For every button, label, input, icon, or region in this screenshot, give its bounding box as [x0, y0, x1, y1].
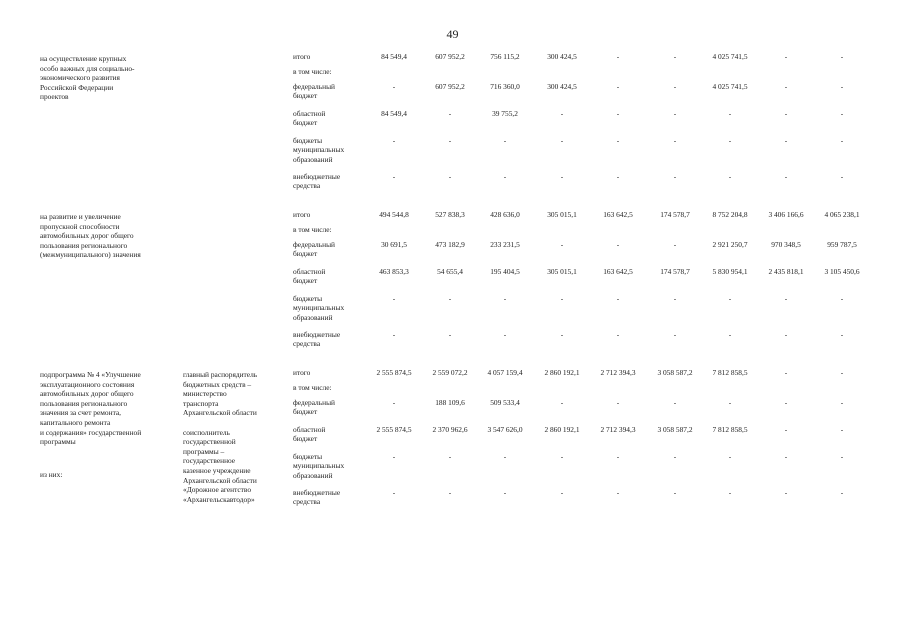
value-cell: -	[560, 136, 564, 145]
value-cell: -	[560, 488, 564, 497]
value-cell: -	[616, 398, 620, 407]
value-cell: -	[673, 52, 677, 61]
value-cell: 5 830 954,1	[712, 267, 748, 276]
value-cell: 2 555 874,5	[376, 425, 412, 434]
value-cell: 2 921 250,7	[712, 240, 748, 249]
funding-row	[0, 267, 905, 289]
value-cell: 84 549,4	[381, 109, 407, 118]
funding-row	[0, 425, 905, 447]
value-cell: -	[784, 452, 788, 461]
value-cell: -	[616, 294, 620, 303]
value-cell: -	[673, 294, 677, 303]
value-cell: 716 360,0	[490, 82, 520, 91]
value-cell: 4 025 741,5	[712, 52, 748, 61]
value-cell: -	[616, 452, 620, 461]
funding-source: внебюджетные средства	[293, 330, 341, 349]
value-cell: -	[728, 452, 732, 461]
value-cell: -	[392, 172, 396, 181]
funding-source: бюджеты муниципальных образований	[293, 136, 345, 164]
value-cell: -	[503, 488, 507, 497]
value-cell: -	[616, 240, 620, 249]
block-description: на осуществление крупных особо важных для социально- экономического развития Российской Федерации проектов	[40, 54, 135, 102]
value-cell: -	[560, 240, 564, 249]
block-description: на развитие и увеличение пропускной способности автомобильных дорог общего пользования регионального (межмуниципального) значения	[40, 212, 141, 260]
value-cell: -	[784, 488, 788, 497]
value-cell: 8 752 204,8	[712, 210, 748, 219]
value-cell: -	[728, 109, 732, 118]
value-cell: -	[616, 82, 620, 91]
value-cell: -	[616, 109, 620, 118]
value-cell: -	[392, 294, 396, 303]
value-cell: 3 058 587,2	[657, 425, 693, 434]
funding-source: итого	[293, 210, 311, 219]
value-cell: 959 787,5	[827, 240, 857, 249]
value-cell: -	[560, 330, 564, 339]
value-cell: 970 348,5	[771, 240, 801, 249]
value-cell: -	[673, 330, 677, 339]
value-cell: -	[560, 109, 564, 118]
value-cell: -	[448, 294, 452, 303]
value-cell: 195 404,5	[490, 267, 520, 276]
value-cell: -	[840, 52, 844, 61]
value-cell: 163 642,5	[603, 267, 633, 276]
value-cell: 300 424,5	[547, 82, 577, 91]
value-cell: 7 812 858,5	[712, 425, 748, 434]
funding-source: итого	[293, 52, 311, 61]
funding-row	[0, 136, 905, 164]
value-cell: 2 435 818,1	[768, 267, 804, 276]
value-cell: -	[392, 452, 396, 461]
value-cell: -	[673, 109, 677, 118]
funding-row	[0, 109, 905, 131]
funding-source: федеральный бюджет	[293, 398, 335, 417]
value-cell: -	[392, 330, 396, 339]
value-cell: 509 533,4	[490, 398, 520, 407]
value-cell: -	[784, 109, 788, 118]
value-cell: 2 860 192,1	[544, 368, 580, 377]
value-cell: -	[560, 294, 564, 303]
value-cell: -	[840, 136, 844, 145]
value-cell: -	[840, 398, 844, 407]
value-cell: -	[392, 398, 396, 407]
value-cell: -	[673, 172, 677, 181]
funding-source: федеральный бюджет	[293, 240, 335, 259]
value-cell: 428 636,0	[490, 210, 520, 219]
funding-source: областной бюджет	[293, 267, 326, 286]
value-cell: 300 424,5	[547, 52, 577, 61]
value-cell: 2 559 072,2	[432, 368, 468, 377]
value-cell: -	[840, 109, 844, 118]
value-cell: -	[616, 136, 620, 145]
funding-source: внебюджетные средства	[293, 172, 341, 191]
funding-source: бюджеты муниципальных образований	[293, 294, 345, 322]
funding-source: федеральный бюджет	[293, 82, 335, 101]
value-cell: 7 812 858,5	[712, 368, 748, 377]
value-cell: 3 406 166,6	[768, 210, 804, 219]
value-cell: -	[784, 330, 788, 339]
value-cell: 188 109,6	[435, 398, 465, 407]
value-cell: -	[673, 240, 677, 249]
value-cell: 527 838,3	[435, 210, 465, 219]
value-cell: -	[392, 82, 396, 91]
funding-source: итого	[293, 368, 311, 377]
value-cell: 163 642,5	[603, 210, 633, 219]
funding-source: бюджеты муниципальных образований	[293, 452, 345, 480]
value-cell: 174 578,7	[660, 267, 690, 276]
value-cell: -	[560, 398, 564, 407]
value-cell: -	[840, 368, 844, 377]
funding-row	[0, 240, 905, 262]
value-cell: -	[673, 82, 677, 91]
value-cell: -	[616, 330, 620, 339]
value-cell: -	[784, 82, 788, 91]
value-cell: -	[560, 452, 564, 461]
value-cell: -	[728, 398, 732, 407]
value-cell: -	[448, 330, 452, 339]
value-cell: -	[448, 172, 452, 181]
value-cell: 305 015,1	[547, 210, 577, 219]
funding-source: в том числе:	[293, 67, 332, 76]
value-cell: 3 105 450,6	[824, 267, 860, 276]
value-cell: 4 065 238,1	[824, 210, 860, 219]
funding-source: в том числе:	[293, 225, 332, 234]
value-cell: -	[392, 488, 396, 497]
value-cell: 174 578,7	[660, 210, 690, 219]
block-description: подпрограмма № 4 «Улучшение эксплуатационного состояния автомобильных дорог общего пользования регионального значения за счет ремонта, капитального ремонта и содержания» государственной программы	[40, 370, 142, 447]
value-cell: -	[673, 136, 677, 145]
value-cell: 494 544,8	[379, 210, 409, 219]
funding-row	[0, 488, 905, 510]
value-cell: -	[840, 425, 844, 434]
value-cell: 2 370 962,6	[432, 425, 468, 434]
value-cell: -	[728, 136, 732, 145]
value-cell: 756 115,2	[490, 52, 520, 61]
value-cell: 39 755,2	[492, 109, 518, 118]
value-cell: -	[503, 172, 507, 181]
value-cell: 84 549,4	[381, 52, 407, 61]
responsible-executor: главный распорядитель бюджетных средств – министерство транспорта Архангельской области соисполнитель государственной программы – государственное казенное учреждение Архангельской области «Дорожное агентство «Архангельскавтодор»	[183, 370, 258, 504]
value-cell: -	[503, 452, 507, 461]
value-cell: 4 025 741,5	[712, 82, 748, 91]
value-cell: -	[840, 294, 844, 303]
value-cell: -	[503, 136, 507, 145]
value-cell: -	[784, 294, 788, 303]
value-cell: -	[616, 172, 620, 181]
value-cell: -	[784, 136, 788, 145]
value-cell: -	[560, 172, 564, 181]
value-cell: -	[784, 368, 788, 377]
value-cell: 473 182,9	[435, 240, 465, 249]
value-cell: -	[448, 136, 452, 145]
value-cell: -	[673, 488, 677, 497]
value-cell: 607 952,2	[435, 52, 465, 61]
funding-source: в том числе:	[293, 383, 332, 392]
value-cell: -	[840, 82, 844, 91]
value-cell: -	[448, 452, 452, 461]
value-cell: 3 058 587,2	[657, 368, 693, 377]
value-cell: -	[784, 52, 788, 61]
value-cell: 54 655,4	[437, 267, 463, 276]
funding-row	[0, 172, 905, 194]
value-cell: -	[728, 488, 732, 497]
value-cell: -	[728, 294, 732, 303]
value-cell: -	[840, 488, 844, 497]
value-cell: -	[616, 52, 620, 61]
value-cell: -	[392, 136, 396, 145]
subnote: из них:	[40, 470, 63, 479]
value-cell: -	[784, 425, 788, 434]
value-cell: -	[784, 172, 788, 181]
value-cell: -	[448, 488, 452, 497]
value-cell: 233 231,5	[490, 240, 520, 249]
value-cell: -	[840, 172, 844, 181]
value-cell: -	[503, 294, 507, 303]
value-cell: -	[728, 172, 732, 181]
value-cell: 607 952,2	[435, 82, 465, 91]
value-cell: -	[673, 398, 677, 407]
value-cell: 30 691,5	[381, 240, 407, 249]
value-cell: -	[840, 452, 844, 461]
value-cell: -	[784, 398, 788, 407]
funding-row	[0, 398, 905, 420]
page-number: 49	[446, 27, 459, 41]
value-cell: -	[840, 330, 844, 339]
funding-source: областной бюджет	[293, 109, 326, 128]
funding-row	[0, 294, 905, 322]
funding-source: областной бюджет	[293, 425, 326, 444]
value-cell: 463 853,3	[379, 267, 409, 276]
value-cell: 4 057 159,4	[487, 368, 523, 377]
funding-row	[0, 330, 905, 352]
value-cell: 3 547 626,0	[487, 425, 523, 434]
funding-source: внебюджетные средства	[293, 488, 341, 507]
value-cell: -	[503, 330, 507, 339]
value-cell: -	[616, 488, 620, 497]
value-cell: 2 712 394,3	[600, 368, 636, 377]
value-cell: 2 712 394,3	[600, 425, 636, 434]
funding-row	[0, 82, 905, 104]
value-cell: -	[448, 109, 452, 118]
value-cell: 305 015,1	[547, 267, 577, 276]
value-cell: 2 555 874,5	[376, 368, 412, 377]
value-cell: -	[728, 330, 732, 339]
value-cell: 2 860 192,1	[544, 425, 580, 434]
value-cell: -	[673, 452, 677, 461]
